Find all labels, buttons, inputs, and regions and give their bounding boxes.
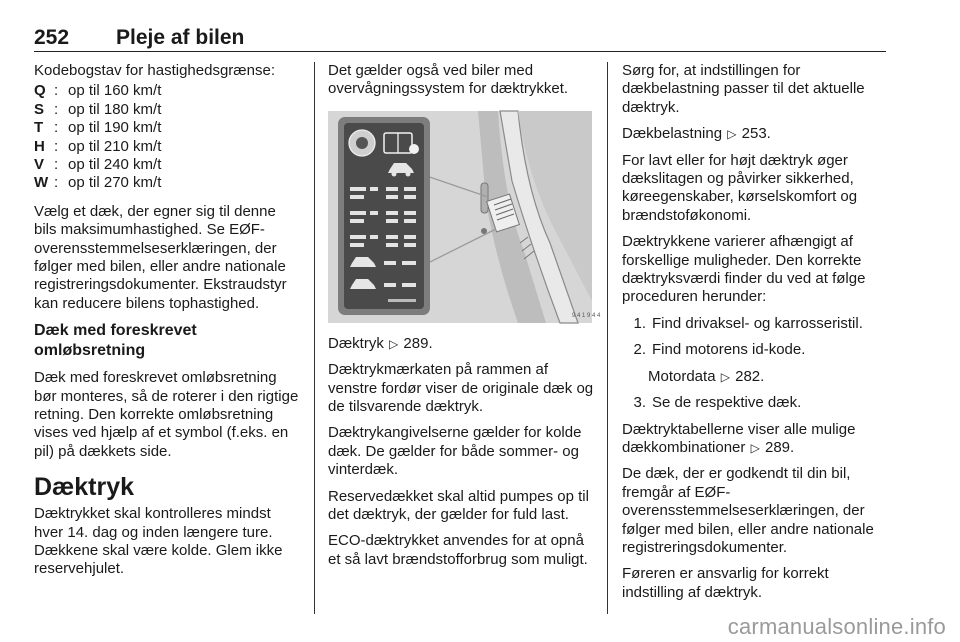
speed-code-row [34,101,300,119]
heading-tyre-pressure: Dæktryk [34,473,135,502]
figure-code: 9 4 1 9 4 4 [572,312,601,319]
list-item-number: 3. [633,394,646,412]
list-item-text: Find motorens id-kode. [652,341,806,359]
paragraph-pressure-label: Dæktrykmærkaten på rammen af venstre fordør viser de originale dæk og de tilsvarende dæktryk. [328,361,594,416]
header-rule [34,51,886,52]
list-item-text: Find drivaksel- og karrosseristil. [652,314,863,332]
reference-label: Dæktryk [328,334,384,352]
paragraph-monitoring: Det gælder også ved biler med overvågningssystem for dæktrykket. [328,62,569,98]
paragraph-tyre-direction: Dæk med foreskrevet omløbsretning bør monteres, så de roterer i den rigtige retning. Den korrekte omløbsretning vises ved hjælp af et symbol (f.eks. en pil) på dækkets side. [34,369,299,460]
speed-value: op til 210 km/t [68,137,162,155]
speed-code: S [34,100,45,118]
speed-code-row [34,119,300,137]
speed-value: op til 270 km/t [68,174,162,192]
list-item-number: 1. [633,314,646,332]
list-item [622,315,890,333]
triangle-right-icon: ▷ [389,336,399,351]
watermark: carmanualsonline.info [727,614,946,639]
page-header [34,18,886,52]
column-3 [622,62,890,610]
reference-page[interactable]: 289. [403,334,433,352]
paragraph-eco-pressure: ECO-dæktrykket anvendes for at opnå et så lavt brændstofforbrug som muligt. [328,532,588,568]
procedure-list-continued [622,394,890,412]
speed-code: T [34,119,44,137]
speed-value: op til 190 km/t [68,119,162,137]
speed-separator: : [54,155,59,173]
reference-label: Dækbelastning [622,125,723,143]
speed-code-row [34,156,300,174]
speed-separator: : [54,137,59,155]
speed-code-row [34,138,300,156]
reference-motor-data [622,368,890,386]
reference-page[interactable]: 253. [741,125,771,143]
column-2 [328,62,601,577]
speed-code: Q [34,82,46,100]
paragraph-tyre-pressure: Dæktrykket skal kontrolleres mindst hver 14. dag og inden længere ture. Dækkene skal være kolde. Glem ikke reservehjulet. [34,505,283,578]
list-item [622,394,890,412]
triangle-right-icon: ▷ [727,127,737,142]
speed-code: V [34,155,45,173]
reference-page[interactable]: 289. [764,438,795,456]
list-item-number: 2. [633,341,646,359]
speed-value: op til 160 km/t [68,82,162,100]
tyre-label-illustration [328,111,601,323]
reference-tyre-load [622,125,890,143]
paragraph-pressure-tables [622,421,890,458]
triangle-right-icon: ▷ [720,369,730,384]
paragraph-load-setting: Sørg for, at indstillingen for dækbelastning passer til det aktuelle dæktryk. [622,62,865,116]
tyre-pressure-label-figure [328,111,601,323]
paragraph-spare-wheel: Reservedækket skal altid pumpes op til det dæktryk, der gælder for fuld last. [328,487,589,524]
paragraph-wrong-pressure: For lavt eller for højt dæktryk øger dækslitagen og påvirker sikkerhed, køreegenskaber, kørselskomfort og brændstoføkonomi. [622,151,858,224]
reference-page[interactable]: 282. [735,367,765,385]
speed-code-row [34,82,300,100]
speed-value: op til 180 km/t [68,100,162,118]
procedure-list [622,315,890,360]
speed-code: W [34,174,49,192]
speed-separator: : [54,174,59,192]
speed-code-row [34,174,300,192]
page-number: 252 [34,26,70,49]
tables-text: Dæktryktabellerne viser alle mulige dækkombinationer [622,420,856,456]
list-item [622,341,890,359]
triangle-right-icon: ▷ [750,440,760,455]
speed-separator: : [54,82,59,100]
paragraph-choose-tyre: Vælg et dæk, der egner sig til denne bils maksimumhastighed. Se EØF-overensstemmelseserklæringen, der følger med bilen, eller andre nationale registreringsdokumenter. Ekstraudstyr kan reducere bilens tophastighed. [34,202,287,312]
heading-tyre-direction: Dæk med foreskrevet omløbsretning [34,322,197,360]
speed-separator: : [54,100,59,118]
paragraph-driver-responsibility: Føreren er ansvarlig for korrekt indstilling af dæktryk. [622,565,829,601]
column-1 [34,62,300,587]
list-item-text: Se de respektive dæk. [652,394,802,412]
speed-code: H [34,137,45,155]
reference-label: Motordata [648,367,716,385]
speed-intro: Kodebogstav for hastighedsgrænse: [34,62,275,79]
paragraph-approved-tyres: De dæk, der er godkendt til din bil, fremgår af EØF-overensstemmelseserklæringen, der følger med bilen, eller andre nationale registreringsdokumenter. [622,465,874,556]
speed-value: op til 240 km/t [68,155,162,173]
paragraph-pressure-varies: Dæktrykkene varierer afhængigt af forskellige muligheder. Den korrekte dæktryksværdi finder du ved at følge proceduren herunder: [622,233,866,306]
reference-tyre-pressure [328,335,594,353]
page-title: Pleje af bilen [116,26,245,49]
column-divider-1 [314,62,315,614]
paragraph-cold-tyres: Dæktrykangivelserne gælder for kolde dæk. De gælder for både sommer- og vinterdæk. [328,424,582,479]
speed-separator: : [54,119,59,137]
column-divider-2 [607,62,608,614]
speed-code-list [34,82,300,192]
